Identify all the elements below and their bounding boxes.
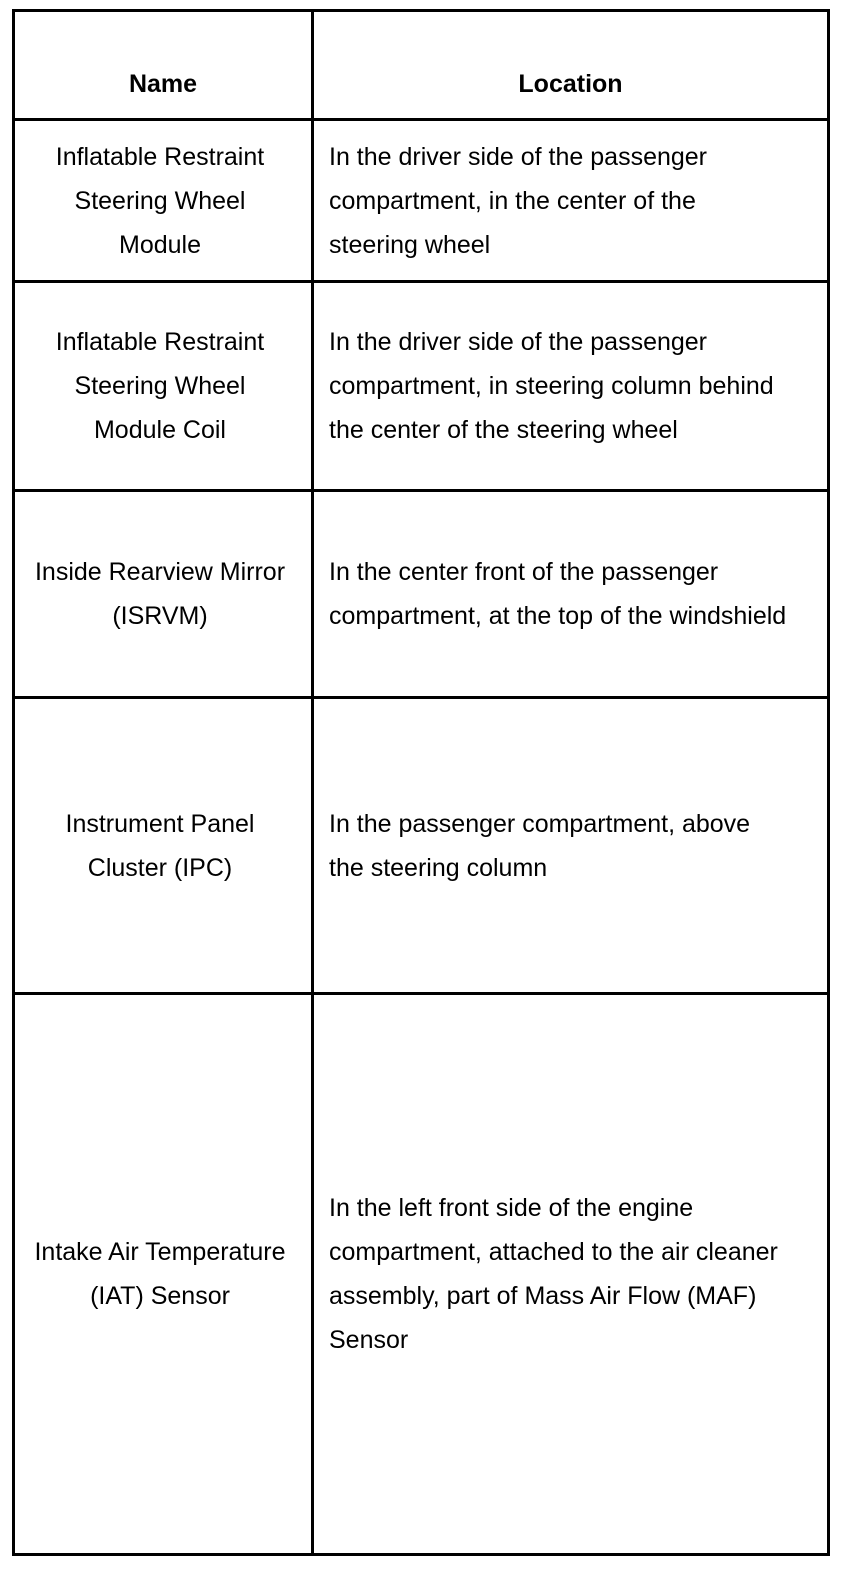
table-row [14,120,829,282]
component-name: Inside Rearview Mirror (ISRVM) [14,491,313,698]
component-name: Instrument Panel Cluster (IPC) [14,698,313,994]
component-location: In the driver side of the passenger compartment, in steering column behind the center of the steering wheel [313,282,829,491]
table-row [14,698,829,994]
component-name: Inflatable Restraint Steering Wheel Module [14,120,313,282]
component-location: In the left front side of the engine compartment, attached to the air cleaner assembly, part of Mass Air Flow (MAF) Sensor [313,994,829,1555]
header-location: Location [313,11,829,120]
table-row [14,282,829,491]
component-location: In the passenger compartment, above the steering column [313,698,829,994]
component-location-table [12,9,830,1556]
table-row [14,994,829,1555]
component-location: In the center front of the passenger compartment, at the top of the windshield [313,491,829,698]
component-location: In the driver side of the passenger compartment, in the center of the steering wheel [313,120,829,282]
table-header-row [14,11,829,120]
table-row [14,491,829,698]
header-name: Name [14,11,313,120]
component-name: Inflatable Restraint Steering Wheel Module Coil [14,282,313,491]
component-name: Intake Air Temperature (IAT) Sensor [14,994,313,1555]
